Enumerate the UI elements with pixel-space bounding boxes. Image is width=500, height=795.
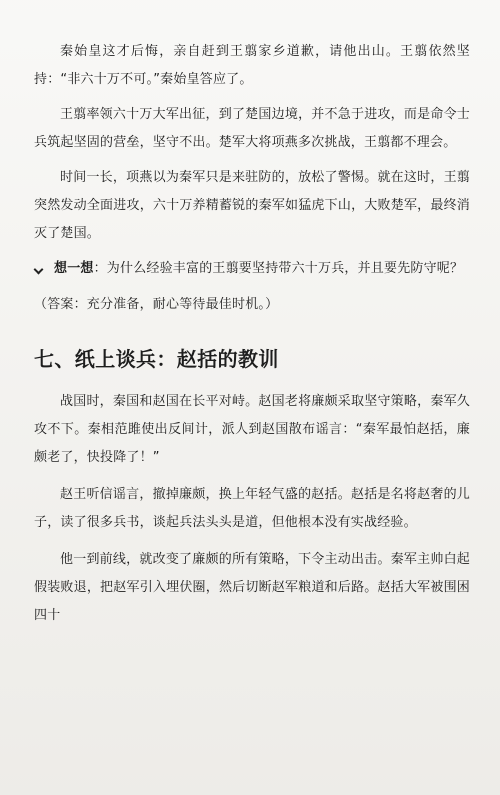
section-title: 七、纸上谈兵：赵括的教训: [34, 347, 279, 372]
think-label: 想一想: [54, 261, 94, 277]
document-content: [34, 38, 470, 639]
think-mark-icon: [34, 265, 42, 273]
paragraph: 秦始皇这才后悔，亲自赶到王翦家乡道歉，请他出山。王翦依然坚持：“非六十万不可。”秦始皇答应了。: [34, 44, 470, 87]
paragraph: 时间一长，项燕以为秦军只是来驻防的，放松了警惕。就在这时，王翦突然发动全面进攻，六十万养精蓄锐的秦军如猛虎下山，大败楚军，最终消灭了楚国。: [34, 170, 470, 241]
paragraph: 他一到前线，就改变了廉颇的所有策略，下令主动出击。秦军主帅白起假装败退，把赵军引入埋伏圈，然后切断赵军粮道和后路。赵括大军被围困四十: [34, 552, 470, 623]
think-text: ：为什么经验丰富的王翦要坚持带六十万兵，并且要先防守呢？: [93, 261, 464, 277]
paragraph: 赵王听信谣言，撤掉廉颇，换上年轻气盛的赵括。赵括是名将赵奢的儿子，读了很多兵书，谈起兵法头头是道，但他根本没有实战经验。: [34, 487, 470, 530]
paragraph: 战国时，秦国和赵国在长平对峙。赵国老将廉颇采取坚守策略，秦军久攻不下。秦相范雎使出反间计，派人到赵国散布谣言：“秦军最怕赵括，廉颇老了，快投降了！”: [34, 394, 470, 465]
answer-text: （答案：充分准备，耐心等待最佳时机。）: [34, 296, 279, 312]
think-question: [34, 255, 470, 283]
paragraph: 王翦率领六十万大军出征，到了楚国边境，并不急于进攻，而是命令士兵筑起坚固的营垒，坚守不出。楚军大将项燕多次挑战，王翦都不理会。: [34, 107, 470, 150]
